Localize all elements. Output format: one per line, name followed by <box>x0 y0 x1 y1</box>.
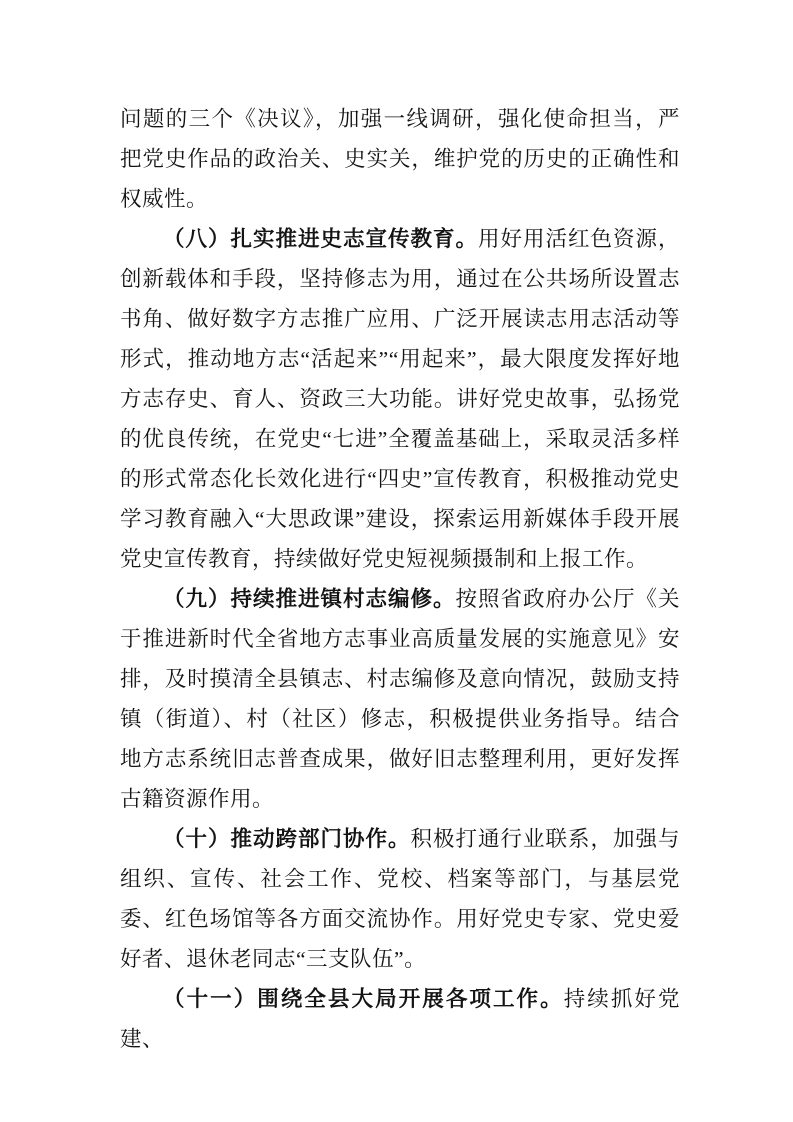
section-heading: （十）推动跨部门协作。 <box>163 827 411 851</box>
section-heading: （九）持续推进镇村志编修。 <box>163 587 456 611</box>
paragraph-text: 积极打通行业联系，加强与组织、宣传、社会工作、党校、档案等部门，与基层党委、红色场馆等各方面交流协作。用好党史专家、党史爱好者、退休老同志“三支队伍”。 <box>120 827 680 971</box>
paragraph-section-9 <box>120 579 680 819</box>
paragraph-text: 用好用活红色资源，创新载体和手段，坚持修志为用，通过在公共场所设置志书角、做好数字方志推广应用、广泛开展读志用志活动等形式，推动地方志“活起来”“用起来”，最大限度发挥好地方志存史、育人、资政三大功能。讲好党史故事，弘扬党的优良传统，在党史“七进”全覆盖基础上，采取灵活多样的形式常态化长效化进行“四史”宣传教育，积极推动党史学习教育融入“大思政课”建设，探索运用新媒体手段开展党史宣传教育，持续做好党史短视频摄制和上报工作。 <box>120 227 680 571</box>
paragraph-continuation <box>120 99 680 219</box>
section-heading: （八）扎实推进史志宣传教育。 <box>163 227 478 251</box>
section-heading: （十一）围绕全县大局开展各项工作。 <box>163 987 564 1011</box>
paragraph-text: 持续抓好党建、 <box>120 987 680 1051</box>
document-text-block <box>120 99 680 1059</box>
paragraph-text: 按照省政府办公厅《关于推进新时代全省地方志事业高质量发展的实施意见》安排，及时摸清全县镇志、村志编修及意向情况，鼓励支持镇（街道）、村（社区）修志，积极提供业务指导。结合地方志系统旧志普查成果，做好旧志整理利用，更好发挥古籍资源作用。 <box>120 587 680 811</box>
paragraph-section-11 <box>120 979 680 1059</box>
paragraph-section-8 <box>120 219 680 579</box>
paragraph-section-10 <box>120 819 680 979</box>
paragraph-text: 问题的三个《决议》，加强一线调研，强化使命担当，严把党史作品的政治关、史实关，维护党的历史的正确性和权威性。 <box>120 107 680 211</box>
